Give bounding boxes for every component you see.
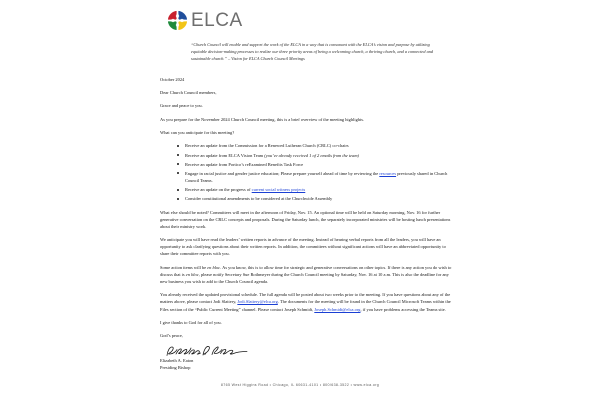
paragraph-what-else-noted: What else should be noted? Committees will meet in the afternoon of Friday, Nov. 15. An optional time will be held on Saturday morning, Nov. 16 for further generative conversation on the CRLC concepts and proposals. During the Saturday lunch, the separately incorporated ministries will be hosting lunch presentations about their ministry work. [160,209,451,229]
list-item [178,142,452,149]
elca-wordmark: ELCA [191,9,243,31]
bullet-text: Receive an update from ELCA Vision Team [185,152,265,158]
en-bloc-text-3: , please notify Secretary Sue Rothmeyer during the Church Council meeting by Saturday, Nov. 16 at 10 a.m. This is also the deadline for any new business you wish to add to the Church Council agenda. [160,271,449,284]
resources-link[interactable]: resources [379,170,397,176]
paragraph-thanks: I give thanks to God for all of you. [160,319,222,325]
en-bloc-emphasis-1: en bloc [207,264,221,270]
list-item [178,161,452,168]
letter-intro: As you prepare for the November 2024 Church Council meeting, this is a brief overview of the meeting highlights. [160,116,365,122]
paragraph-schedule-contacts [160,291,452,312]
signer-name: Elizabeth A. Eaton [160,358,194,364]
social-witness-projects-link[interactable]: current social witness projects [251,186,306,192]
letter-date: October 2024 [160,76,185,82]
letter-body [160,76,452,372]
letter-greeting: Grace and peace to you. [160,103,203,109]
page-footer: 8765 West Higgins Road • Chicago, IL 60631-4101 • 800/638-3522 • www.elca.org [220,383,380,387]
closing-peace: God’s peace, [160,333,183,339]
en-bloc-text-2: . As you know, this is to allow time for strategic and generative conversations on other topics. If there is any action you do wish to discuss that is [160,264,452,277]
bullet-text: Receive an update on the progress of [185,186,252,192]
schedule-text-1: You already received the updated provisional schedule. The full agenda will be posted about two weeks prior to the meeting. If you have questions about any of the matters above, please contact Jodi Slattery, [160,292,451,305]
signer-title: Presiding Bishop [160,365,191,371]
list-item [178,195,452,202]
elca-shield-logo-icon [167,10,188,31]
list-item [178,152,452,159]
list-item [178,186,452,193]
signature-block [160,345,452,372]
bullet-text: Receive an update from the Commission for a Renewed Lutheran Church (CRLC) co-chairs [185,143,349,149]
email-link-slattery[interactable]: Jodi.Slattery@elca.org [237,299,278,305]
en-bloc-emphasis-2: en bloc [185,271,199,277]
anticipate-heading: What can you anticipate for this meeting? [160,130,235,136]
schedule-text-3: , if you have problems accessing the Teams site. [360,306,446,312]
bullet-text: Consider constitutional amendments to be considered at the Churchwide Assembly [185,196,333,202]
en-bloc-text-1: Some action items will be [160,264,208,270]
handwritten-signature [164,345,452,358]
email-link-schmidt[interactable]: Joseph.Schmidt@elca.org [314,306,361,312]
letterhead [160,0,452,33]
paragraph-written-reports: We anticipate you will have read the leaders’ written reports in advance of the meeting. Instead of hearing verbal reports from all the leaders, you will have an opportunity to ask clarifying questions about their written reports. In addition, the committees without significant actions will have an abbreviated opportunity to share their committee reports with you. [160,237,446,257]
list-item [178,170,452,184]
meeting-highlights-list [160,142,452,202]
bullet-text: Receive an update from Portico’s reExamined Benefits Task Force [185,161,304,167]
vision-quote: “Church Council will enable and support the work of the ELCA in a way that is consonant with the ELCA’s vision and purpose by utilizing equitable decision-making processes to realize our three priority areas of being a welcoming church, a thriving church, and a connected and sustainable church.” – Vision for ELCA Church Council Meetings [191,42,434,61]
paragraph-en-bloc [160,264,452,285]
bullet-text-tail: previously shared in Church Council Teams. [185,170,448,183]
letter-content [160,0,452,372]
bullet-text: Engage in racial justice and gender justice education; Please prepare yourself ahead of time by reviewing the [185,170,380,176]
schedule-text-2: . The documents for the meeting will be found in the Church Council Microsoft Teams within the Files section of the “Public Current Meeting” channel. Please contact Joseph Schmidt, [160,299,451,312]
bullet-emphasis: (you’ve already received 1 of 2 emails from the team) [264,152,360,158]
letter-salutation: Dear Church Council members, [160,90,217,96]
